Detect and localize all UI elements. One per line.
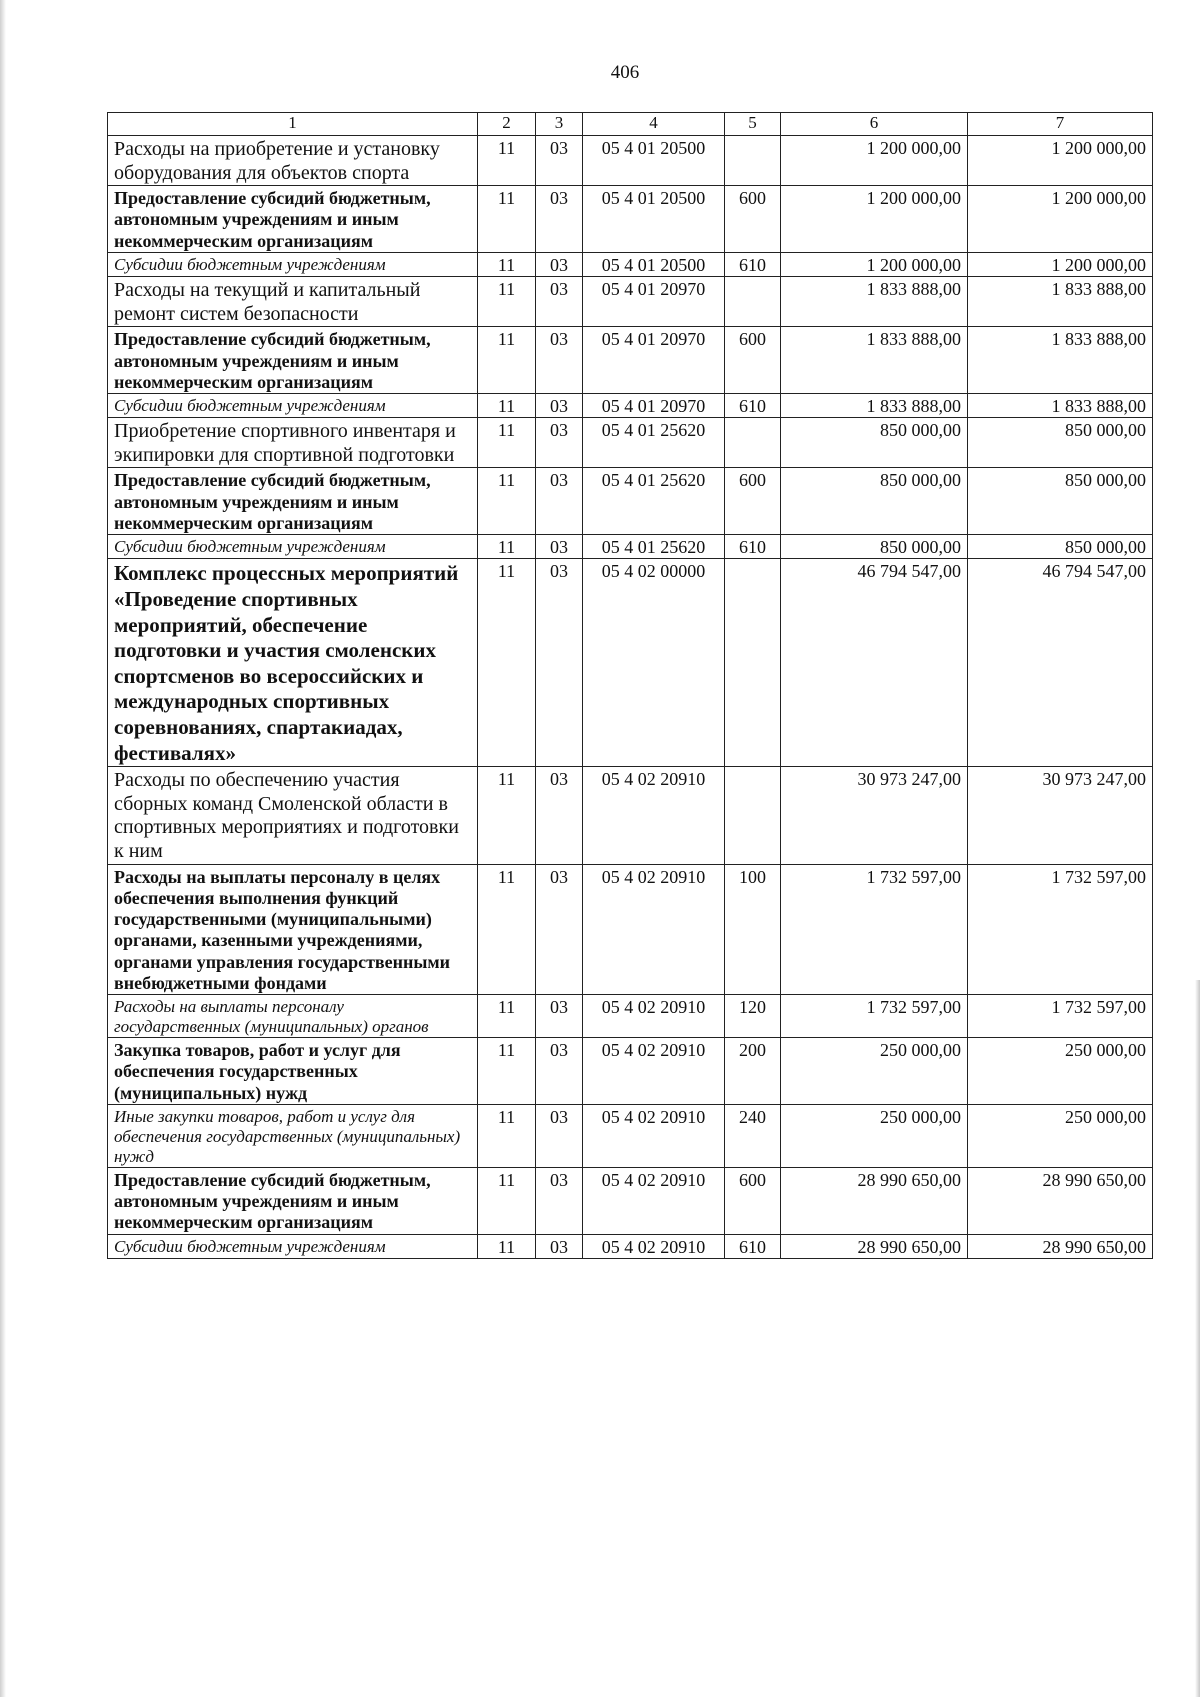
row-subsection-cell: 03 <box>536 277 583 327</box>
row-amount-1-cell: 850 000,00 <box>781 468 968 535</box>
table-row <box>108 1104 1153 1167</box>
row-section-cell: 11 <box>478 327 536 394</box>
row-amount-2-cell: 1 833 888,00 <box>968 394 1153 418</box>
column-header-5: 5 <box>725 113 781 136</box>
row-target-code-cell: 05 4 01 25620 <box>583 468 725 535</box>
row-subsection-cell: 03 <box>536 864 583 994</box>
row-expense-type-cell: 610 <box>725 252 781 276</box>
row-amount-1-cell: 1 833 888,00 <box>781 277 968 327</box>
row-amount-1-cell: 1 200 000,00 <box>781 252 968 276</box>
table-row <box>108 418 1153 468</box>
row-expense-type-cell: 600 <box>725 468 781 535</box>
row-expense-type-cell: 100 <box>725 864 781 994</box>
row-amount-1-cell: 46 794 547,00 <box>781 559 968 767</box>
row-amount-2-cell: 1 200 000,00 <box>968 252 1153 276</box>
row-amount-1-cell: 28 990 650,00 <box>781 1167 968 1234</box>
table-body <box>108 113 1153 1259</box>
row-expense-type-cell: 120 <box>725 995 781 1038</box>
row-amount-2-cell: 1 833 888,00 <box>968 277 1153 327</box>
row-amount-2-cell: 46 794 547,00 <box>968 559 1153 767</box>
row-expense-type-cell <box>725 559 781 767</box>
row-name-cell: Закупка товаров, работ и услуг для обеспечения государственных (муниципальных) нужд <box>108 1038 478 1105</box>
row-section-cell: 11 <box>478 418 536 468</box>
scan-right-edge <box>1195 980 1200 1697</box>
row-expense-type-cell <box>725 767 781 864</box>
table-row <box>108 277 1153 327</box>
row-section-cell: 11 <box>478 767 536 864</box>
row-section-cell: 11 <box>478 1234 536 1258</box>
row-amount-2-cell: 250 000,00 <box>968 1038 1153 1105</box>
row-target-code-cell: 05 4 02 20910 <box>583 1038 725 1105</box>
row-amount-1-cell: 28 990 650,00 <box>781 1234 968 1258</box>
row-subsection-cell: 03 <box>536 327 583 394</box>
row-amount-1-cell: 30 973 247,00 <box>781 767 968 864</box>
row-amount-1-cell: 250 000,00 <box>781 1038 968 1105</box>
table-header-row <box>108 113 1153 136</box>
row-amount-2-cell: 28 990 650,00 <box>968 1234 1153 1258</box>
row-expense-type-cell: 200 <box>725 1038 781 1105</box>
row-name-cell: Субсидии бюджетным учреждениям <box>108 252 478 276</box>
row-subsection-cell: 03 <box>536 995 583 1038</box>
row-expense-type-cell: 610 <box>725 394 781 418</box>
table-row <box>108 468 1153 535</box>
row-expense-type-cell: 610 <box>725 535 781 559</box>
row-target-code-cell: 05 4 01 20500 <box>583 136 725 186</box>
row-target-code-cell: 05 4 02 20910 <box>583 1167 725 1234</box>
row-amount-1-cell: 1 732 597,00 <box>781 864 968 994</box>
row-subsection-cell: 03 <box>536 1167 583 1234</box>
row-target-code-cell: 05 4 02 20910 <box>583 767 725 864</box>
row-subsection-cell: 03 <box>536 186 583 253</box>
column-header-6: 6 <box>781 113 968 136</box>
page-number: 406 <box>610 62 640 83</box>
column-header-2: 2 <box>478 113 536 136</box>
row-target-code-cell: 05 4 01 20970 <box>583 327 725 394</box>
column-header-7: 7 <box>968 113 1153 136</box>
row-amount-2-cell: 1 200 000,00 <box>968 136 1153 186</box>
table-row <box>108 186 1153 253</box>
row-section-cell: 11 <box>478 864 536 994</box>
row-name-cell: Субсидии бюджетным учреждениям <box>108 1234 478 1258</box>
row-subsection-cell: 03 <box>536 1104 583 1167</box>
row-subsection-cell: 03 <box>536 767 583 864</box>
row-name-cell: Расходы на приобретение и установку оборудования для объектов спорта <box>108 136 478 186</box>
column-header-1: 1 <box>108 113 478 136</box>
row-name-cell: Расходы на выплаты персоналу в целях обеспечения выполнения функций государственными (муниципальными) органами, казенными учреждениями, органами управления государственными внебюджетными фондами <box>108 864 478 994</box>
row-subsection-cell: 03 <box>536 394 583 418</box>
row-target-code-cell: 05 4 01 20970 <box>583 277 725 327</box>
table-row <box>108 995 1153 1038</box>
row-target-code-cell: 05 4 01 25620 <box>583 535 725 559</box>
row-amount-1-cell: 850 000,00 <box>781 535 968 559</box>
row-amount-1-cell: 250 000,00 <box>781 1104 968 1167</box>
row-name-cell: Субсидии бюджетным учреждениям <box>108 394 478 418</box>
row-amount-2-cell: 1 732 597,00 <box>968 995 1153 1038</box>
row-section-cell: 11 <box>478 1038 536 1105</box>
row-section-cell: 11 <box>478 1104 536 1167</box>
row-expense-type-cell <box>725 136 781 186</box>
row-target-code-cell: 05 4 02 20910 <box>583 1234 725 1258</box>
row-name-cell: Расходы на текущий и капитальный ремонт систем безопасности <box>108 277 478 327</box>
table-row <box>108 767 1153 864</box>
row-amount-2-cell: 1 833 888,00 <box>968 327 1153 394</box>
row-section-cell: 11 <box>478 136 536 186</box>
row-amount-2-cell: 1 200 000,00 <box>968 186 1153 253</box>
row-section-cell: 11 <box>478 252 536 276</box>
row-name-cell: Предоставление субсидий бюджетным, автономным учреждениям и иным некоммерческим организациям <box>108 327 478 394</box>
row-target-code-cell: 05 4 02 20910 <box>583 864 725 994</box>
row-amount-2-cell: 1 732 597,00 <box>968 864 1153 994</box>
row-section-cell: 11 <box>478 995 536 1038</box>
row-expense-type-cell <box>725 418 781 468</box>
row-section-cell: 11 <box>478 559 536 767</box>
row-amount-2-cell: 30 973 247,00 <box>968 767 1153 864</box>
row-section-cell: 11 <box>478 535 536 559</box>
row-name-cell: Комплекс процессных мероприятий «Проведение спортивных мероприятий, обеспечение подготовки и участия смоленских спортсменов во всероссийских и международных спортивных соревнованиях, спартакиадах, фестивалях» <box>108 559 478 767</box>
row-amount-1-cell: 1 732 597,00 <box>781 995 968 1038</box>
table-row <box>108 1167 1153 1234</box>
table-row <box>108 559 1153 767</box>
row-name-cell: Предоставление субсидий бюджетным, автономным учреждениям и иным некоммерческим организациям <box>108 1167 478 1234</box>
row-subsection-cell: 03 <box>536 1234 583 1258</box>
row-amount-2-cell: 250 000,00 <box>968 1104 1153 1167</box>
row-name-cell: Иные закупки товаров, работ и услуг для обеспечения государственных (муниципальных) нужд <box>108 1104 478 1167</box>
row-section-cell: 11 <box>478 186 536 253</box>
row-name-cell: Субсидии бюджетным учреждениям <box>108 535 478 559</box>
row-amount-2-cell: 850 000,00 <box>968 418 1153 468</box>
row-subsection-cell: 03 <box>536 252 583 276</box>
row-name-cell: Расходы по обеспечению участия сборных команд Смоленской области в спортивных мероприятиях и подготовки к ним <box>108 767 478 864</box>
table-row <box>108 252 1153 276</box>
row-amount-2-cell: 850 000,00 <box>968 468 1153 535</box>
row-expense-type-cell: 600 <box>725 327 781 394</box>
row-expense-type-cell <box>725 277 781 327</box>
row-amount-1-cell: 1 200 000,00 <box>781 186 968 253</box>
row-section-cell: 11 <box>478 1167 536 1234</box>
row-subsection-cell: 03 <box>536 559 583 767</box>
row-amount-2-cell: 28 990 650,00 <box>968 1167 1153 1234</box>
row-name-cell: Приобретение спортивного инвентаря и экипировки для спортивной подготовки <box>108 418 478 468</box>
row-target-code-cell: 05 4 01 20500 <box>583 186 725 253</box>
row-expense-type-cell: 610 <box>725 1234 781 1258</box>
budget-table <box>107 112 1153 1259</box>
table-row <box>108 1038 1153 1105</box>
table-row <box>108 136 1153 186</box>
row-expense-type-cell: 240 <box>725 1104 781 1167</box>
scan-left-edge <box>0 0 6 1697</box>
row-amount-2-cell: 850 000,00 <box>968 535 1153 559</box>
table-row <box>108 535 1153 559</box>
row-expense-type-cell: 600 <box>725 1167 781 1234</box>
row-target-code-cell: 05 4 01 20500 <box>583 252 725 276</box>
table-row <box>108 394 1153 418</box>
row-section-cell: 11 <box>478 468 536 535</box>
table-row <box>108 1234 1153 1258</box>
row-target-code-cell: 05 4 02 20910 <box>583 1104 725 1167</box>
row-subsection-cell: 03 <box>536 418 583 468</box>
column-header-4: 4 <box>583 113 725 136</box>
row-target-code-cell: 05 4 02 00000 <box>583 559 725 767</box>
column-header-3: 3 <box>536 113 583 136</box>
row-amount-1-cell: 850 000,00 <box>781 418 968 468</box>
row-subsection-cell: 03 <box>536 136 583 186</box>
row-expense-type-cell: 600 <box>725 186 781 253</box>
table-row <box>108 864 1153 994</box>
row-target-code-cell: 05 4 01 25620 <box>583 418 725 468</box>
row-target-code-cell: 05 4 02 20910 <box>583 995 725 1038</box>
row-name-cell: Расходы на выплаты персоналу государственных (муниципальных) органов <box>108 995 478 1038</box>
row-subsection-cell: 03 <box>536 535 583 559</box>
row-section-cell: 11 <box>478 277 536 327</box>
row-target-code-cell: 05 4 01 20970 <box>583 394 725 418</box>
row-subsection-cell: 03 <box>536 1038 583 1105</box>
row-subsection-cell: 03 <box>536 468 583 535</box>
row-name-cell: Предоставление субсидий бюджетным, автономным учреждениям и иным некоммерческим организациям <box>108 468 478 535</box>
row-amount-1-cell: 1 833 888,00 <box>781 327 968 394</box>
row-amount-1-cell: 1 833 888,00 <box>781 394 968 418</box>
table-row <box>108 327 1153 394</box>
row-section-cell: 11 <box>478 394 536 418</box>
row-amount-1-cell: 1 200 000,00 <box>781 136 968 186</box>
row-name-cell: Предоставление субсидий бюджетным, автономным учреждениям и иным некоммерческим организациям <box>108 186 478 253</box>
